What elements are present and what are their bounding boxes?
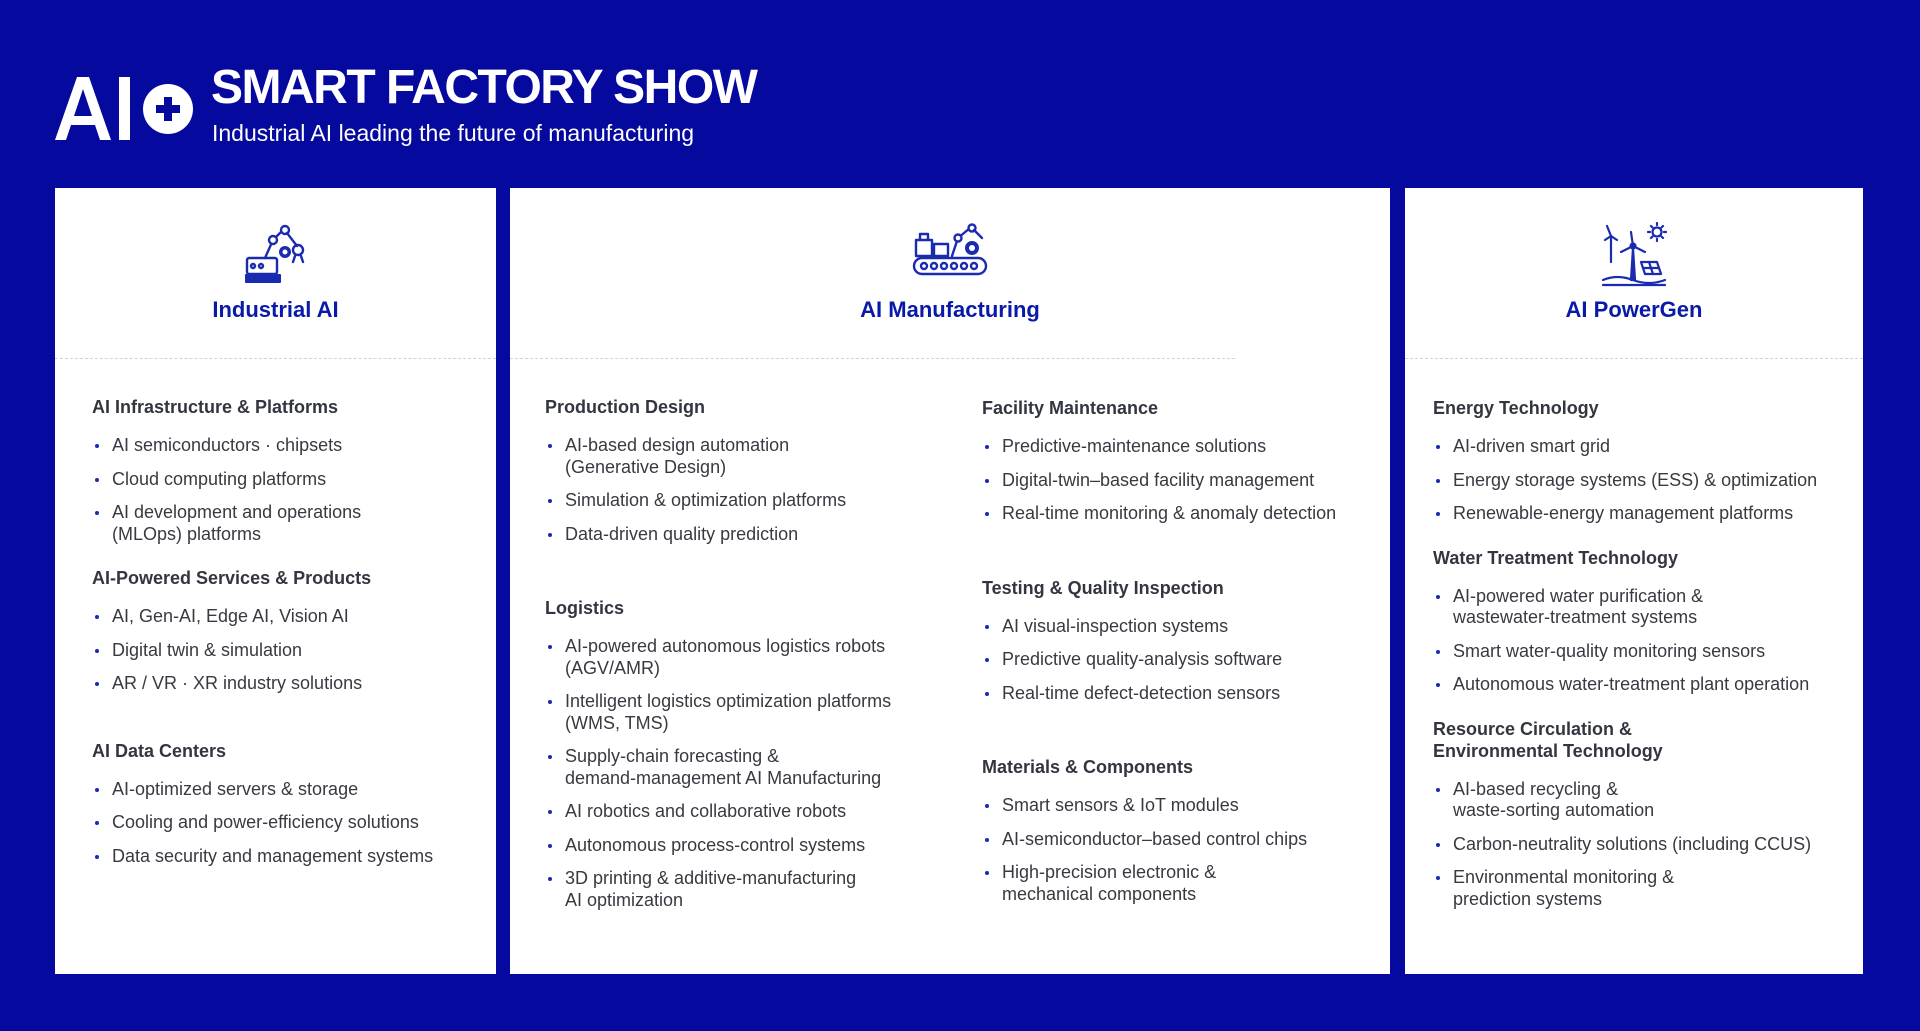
section-title: Facility Maintenance [982,398,1159,418]
section-title: Logistics [545,598,625,618]
list-item: Real-time monitoring & anomaly detection [982,503,1382,525]
list-item: Simulation & optimization platforms [545,490,945,512]
list-item: Real-time defect-detection sensors [982,683,1382,705]
section [982,756,1382,905]
list-item: AR / VR · XR industry solutions [92,673,487,695]
list-item: AI visual-inspection systems [982,616,1382,638]
list-item: AI-based design automation (Generative Design) [545,435,945,478]
section [1433,547,1858,696]
panel-column-right [982,397,1382,917]
panel-title: AI PowerGen [1565,297,1703,322]
bullet-list [982,616,1382,705]
list-item: AI-based recycling & waste-sorting automation [1433,779,1858,822]
section-title: AI Data Centers [92,740,227,761]
list-item: Smart sensors & IoT modules [982,795,1382,817]
list-item: Predictive quality-analysis software [982,649,1382,671]
bullet-list [982,795,1382,905]
divider [510,358,1235,359]
list-item: AI development and operations (MLOps) platforms [92,502,487,545]
list-item: AI-optimized servers & storage [92,779,487,801]
section-title: AI-Powered Services & Products [92,568,372,588]
list-item: Autonomous water-treatment plant operation [1433,674,1858,696]
list-item: AI-powered water purification & wastewater-treatment systems [1433,586,1858,629]
section [545,597,945,911]
bullet-list [1433,779,1858,911]
list-item: AI, Gen-AI, Edge AI, Vision AI [92,606,487,628]
panel-header [1405,188,1863,359]
section [1433,397,1858,525]
list-item: AI robotics and collaborative robots [545,801,945,823]
section-title: Testing & Quality Inspection [982,577,1224,598]
panel-column [1433,397,1858,922]
panel-header [55,188,496,359]
wind-turbine-solar-icon [1601,222,1667,288]
list-item: Data-driven quality prediction [545,524,945,546]
list-item: AI-semiconductor–based control chips [982,829,1382,851]
list-item: Cloud computing platforms [92,469,487,491]
bullet-list [92,779,487,868]
bullet-list [92,435,487,545]
panel-ai-manufacturing [510,188,1390,974]
list-item: Energy storage systems (ESS) & optimization [1433,470,1858,492]
list-item: Renewable-energy management platforms [1433,503,1858,525]
bullet-list [545,435,945,545]
panel-column [92,396,487,879]
list-item: Digital-twin–based facility management [982,470,1382,492]
panel-header [510,188,1390,358]
section-title: AI Infrastructure & Platforms [92,397,339,417]
bullet-list [1433,436,1858,525]
bullet-list [1433,586,1858,696]
section-title: Production Design [545,397,706,417]
list-item: Data security and management systems [92,846,487,868]
section-title: Energy Technology [1433,398,1599,418]
bullet-list [92,606,487,695]
ai-plus-logo [55,72,195,142]
section [1433,718,1858,911]
list-item: Cooling and power-efficiency solutions [92,812,487,834]
panel-industrial-ai [55,188,496,974]
list-item: Predictive-maintenance solutions [982,436,1382,458]
panel-ai-powergen [1405,188,1863,974]
list-item: Digital twin & simulation [92,640,487,662]
section [92,567,487,695]
list-item: AI semiconductors · chipsets [92,435,487,457]
list-item: Environmental monitoring & prediction systems [1433,867,1858,910]
bullet-list [982,436,1382,525]
section [92,740,487,868]
section-title: Water Treatment Technology [1433,547,1679,568]
list-item: Carbon-neutrality solutions (including CCUS) [1433,834,1858,856]
section-title: Materials & Components [982,757,1194,777]
panel-title: AI Manufacturing [860,297,1040,322]
list-item: Intelligent logistics optimization platforms (WMS, TMS) [545,691,945,734]
section [982,397,1382,525]
list-item: Supply-chain forecasting & demand-management AI Manufacturing [545,746,945,789]
section [92,396,487,545]
list-item: 3D printing & additive-manufacturing AI optimization [545,868,945,911]
list-item: High-precision electronic & mechanical components [982,862,1382,905]
bullet-list [545,636,945,911]
factory-conveyor-icon [912,222,988,282]
panel-title: Industrial AI [212,297,339,322]
list-item: Smart water-quality monitoring sensors [1433,641,1858,663]
list-item: Autonomous process-control systems [545,835,945,857]
section-title: Resource Circulation & Environmental Technology [1433,718,1663,761]
section [982,577,1382,705]
page-title: SMART FACTORY SHOW [211,61,757,114]
panel-column-left [545,396,945,923]
list-item: AI-powered autonomous logistics robots (AGV/AMR) [545,636,945,679]
robot-arm-icon [243,222,309,288]
page-subtitle: Industrial AI leading the future of manufacturing [212,120,695,146]
section [545,396,945,545]
list-item: AI-driven smart grid [1433,436,1858,458]
